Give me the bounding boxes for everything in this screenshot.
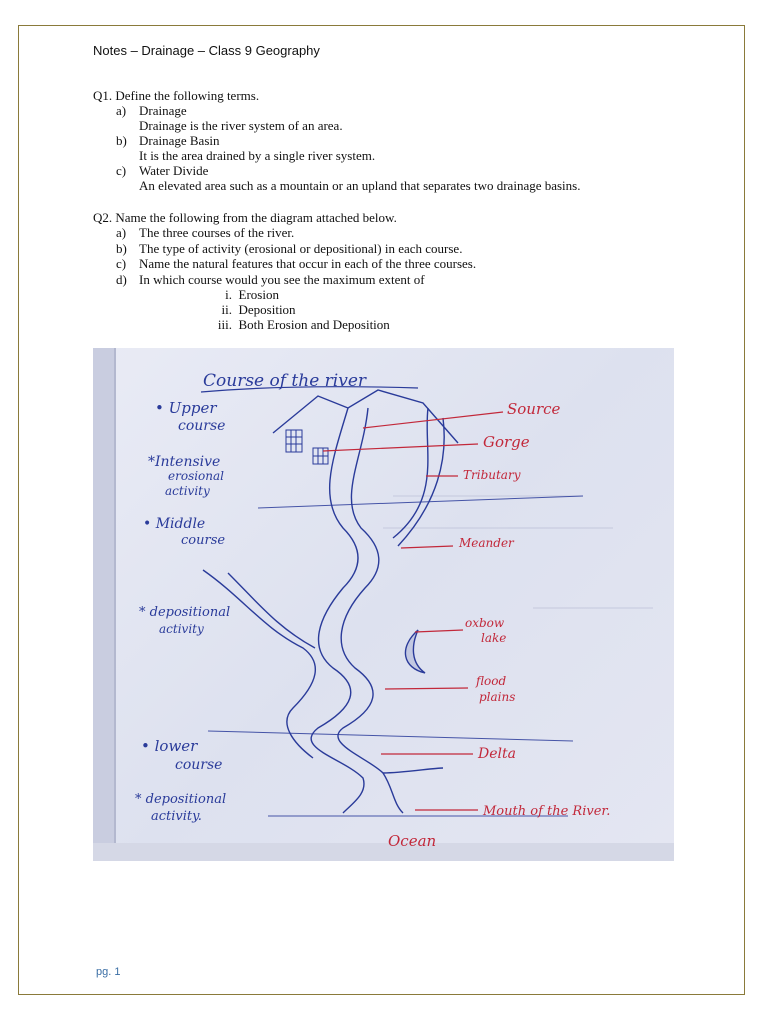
upper-activity-3: activity: [165, 484, 210, 498]
q2-subitem-ii-text: Deposition: [238, 302, 296, 317]
middle-activity-2: activity: [159, 622, 204, 636]
left-notes: [135, 399, 230, 824]
question-1: Q1. Define the following terms.: [93, 88, 260, 103]
q2-subitem-iii-text: Both Erosion and Deposition: [238, 317, 390, 332]
river-banks: [203, 408, 444, 813]
q1-item-a-marker: a): [116, 103, 127, 118]
label-flood-2: plains: [479, 690, 516, 704]
q1-item-c: [116, 163, 208, 179]
label-oxbow-1: oxbow: [465, 616, 505, 630]
upper-activity-2: erosional: [168, 469, 225, 483]
label-ocean: Ocean: [388, 832, 437, 850]
q1-item-b-marker: b): [116, 133, 127, 148]
label-delta: Delta: [478, 746, 516, 762]
lower-course-label-1: • lower: [141, 737, 198, 755]
q1-item-a-term: Drainage: [139, 103, 187, 118]
q2-item-b-marker: b): [116, 241, 127, 256]
q1-item-b-answer: It is the area drained by a single river system.: [139, 148, 376, 163]
lower-course-label-2: course: [175, 757, 223, 773]
q2-item-d-marker: d): [116, 272, 127, 287]
label-tributary: Tributary: [463, 468, 521, 482]
q1-item-b-term: Drainage Basin: [139, 133, 220, 148]
q2-item-b-text: The type of activity (erosional or depositional) in each course.: [139, 241, 463, 256]
lower-activity-1: * depositional: [135, 792, 227, 807]
q1-item-a-answer: Drainage is the river system of an area.: [139, 118, 343, 133]
oxbow-lake-shape: [405, 630, 425, 673]
upper-course-label-2: course: [178, 418, 226, 434]
q2-item-c: [116, 256, 476, 272]
page-header: Notes – Drainage – Class 9 Geography: [93, 43, 320, 58]
label-meander: Meander: [459, 536, 514, 550]
course-dividers: [208, 496, 583, 816]
notebook-edge: [93, 348, 115, 861]
feature-labels: [388, 400, 610, 850]
label-flood-1: flood: [476, 674, 507, 688]
q2-item-a: [116, 225, 294, 241]
river-course-diagram-photo: [93, 348, 674, 861]
notebook-bottom: [93, 843, 674, 861]
q2-subitem-i-text: Erosion: [238, 287, 279, 302]
q2-item-c-marker: c): [116, 256, 127, 271]
q2-item-a-text: The three courses of the river.: [139, 225, 295, 240]
upper-course-label-1: • Upper: [155, 399, 217, 417]
upper-activity-1: *Intensive: [148, 454, 221, 470]
q2-subitem-i: [195, 287, 279, 303]
q2-subitem-iii: [195, 317, 390, 333]
middle-activity-1: * depositional: [139, 605, 231, 620]
q1-item-b: [116, 133, 220, 149]
label-mouth: Mouth of the River.: [483, 804, 611, 819]
q2-subitem-i-marker: i.: [225, 287, 232, 302]
mountains: [273, 390, 458, 443]
q2-item-a-marker: a): [116, 225, 127, 240]
label-oxbow-2: lake: [481, 631, 507, 645]
q2-subitem-iii-marker: iii.: [217, 317, 232, 332]
question-2: Q2. Name the following from the diagram attached below.: [93, 210, 397, 225]
q2-item-b: [116, 241, 462, 257]
q1-item-a: [116, 103, 187, 119]
q2-subitem-ii: [195, 302, 296, 318]
river-diagram: [93, 348, 674, 861]
q2-subitem-ii-marker: ii.: [221, 302, 232, 317]
q2-item-c-text: Name the natural features that occur in each of the three courses.: [139, 256, 477, 271]
label-source: Source: [507, 400, 561, 418]
lower-activity-2: activity.: [151, 809, 202, 824]
q2-item-d-text: In which course would you see the maximum extent of: [139, 272, 425, 287]
page-number: pg. 1: [96, 966, 121, 978]
middle-course-label-1: • Middle: [143, 516, 206, 532]
gorge-grid: [286, 430, 328, 464]
q1-item-c-marker: c): [116, 163, 127, 178]
diagram-title: Course of the river: [203, 371, 367, 391]
label-gorge: Gorge: [483, 433, 530, 451]
q1-item-c-answer: An elevated area such as a mountain or an upland that separates two drainage basins.: [139, 178, 581, 193]
q2-item-d: [116, 272, 425, 288]
q1-item-c-term: Water Divide: [139, 163, 209, 178]
middle-course-label-2: course: [181, 533, 226, 548]
